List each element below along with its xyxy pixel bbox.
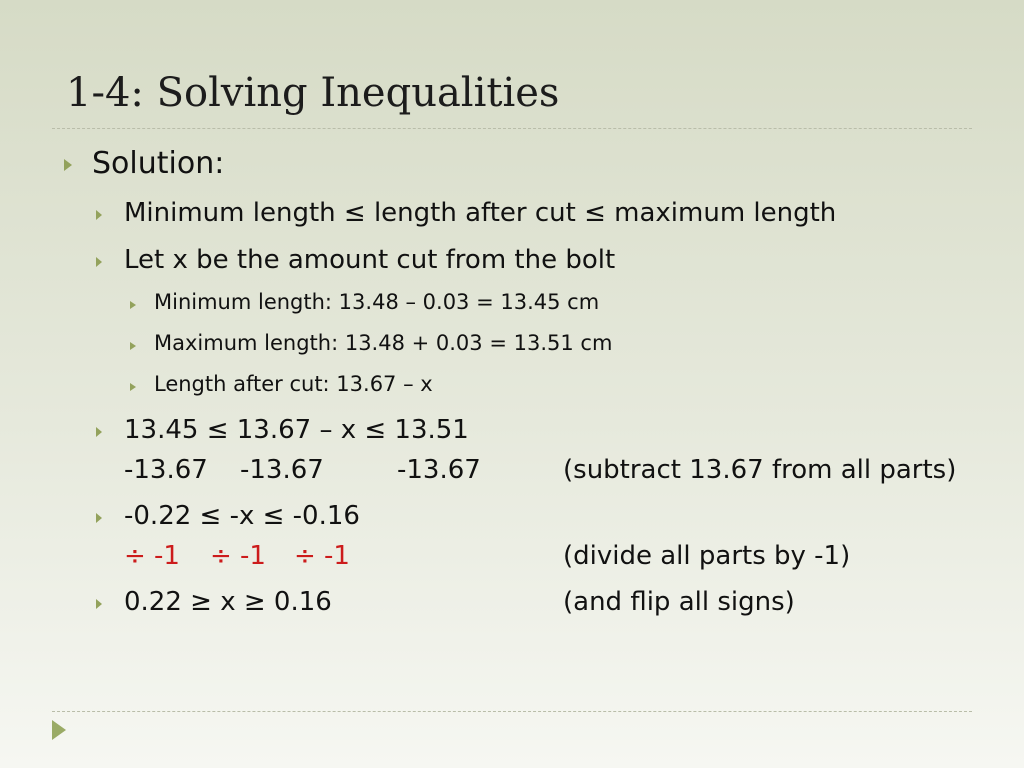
- divide-term-3: ÷ -1: [294, 541, 350, 571]
- divide-note: (divide all parts by -1): [563, 541, 851, 571]
- divide-row: [0, 541, 1024, 577]
- subtract-note: (subtract 13.67 from all parts): [563, 455, 957, 485]
- subtract-term-1: -13.67: [124, 455, 208, 485]
- inequality-original: 13.45 ≤ 13.67 – x ≤ 13.51: [124, 415, 469, 445]
- bullet-arrow-icon: [130, 301, 136, 309]
- bullet-arrow-icon: [130, 383, 136, 391]
- bullet-maximum-length: Maximum length: 13.48 + 0.03 = 13.51 cm: [154, 331, 613, 355]
- bullet-solution: Solution:: [92, 146, 225, 181]
- divide-term-1: ÷ -1: [124, 541, 180, 571]
- play-arrow-icon: [52, 720, 66, 740]
- inequality-final: 0.22 ≥ x ≥ 0.16: [124, 587, 332, 617]
- flip-note: (and flip all signs): [563, 587, 795, 617]
- bullet-arrow-icon: [64, 159, 72, 171]
- bullet-length-after-cut: Length after cut: 13.67 – x: [154, 372, 433, 396]
- bullet-minimum-length: Minimum length: 13.48 – 0.03 = 13.45 cm: [154, 290, 600, 314]
- divide-term-2: ÷ -1: [210, 541, 266, 571]
- subtract-term-2: -13.67: [240, 455, 324, 485]
- bullet-arrow-icon: [96, 599, 102, 609]
- bullet-let-x: Let x be the amount cut from the bolt: [124, 245, 616, 275]
- bullet-length-relation: Minimum length ≤ length after cut ≤ maximum length: [124, 198, 837, 228]
- bullet-arrow-icon: [130, 342, 136, 350]
- bullet-arrow-icon: [96, 210, 102, 220]
- slide-title: 1-4: Solving Inequalities: [66, 70, 560, 116]
- bullet-arrow-icon: [96, 257, 102, 267]
- subtract-row: [0, 455, 1024, 491]
- footer-divider: [52, 711, 972, 712]
- subtract-term-3: -13.67: [397, 455, 481, 485]
- title-divider: [52, 128, 972, 129]
- inequality-after-subtract: -0.22 ≤ -x ≤ -0.16: [124, 501, 360, 531]
- bullet-arrow-icon: [96, 427, 102, 437]
- bullet-arrow-icon: [96, 513, 102, 523]
